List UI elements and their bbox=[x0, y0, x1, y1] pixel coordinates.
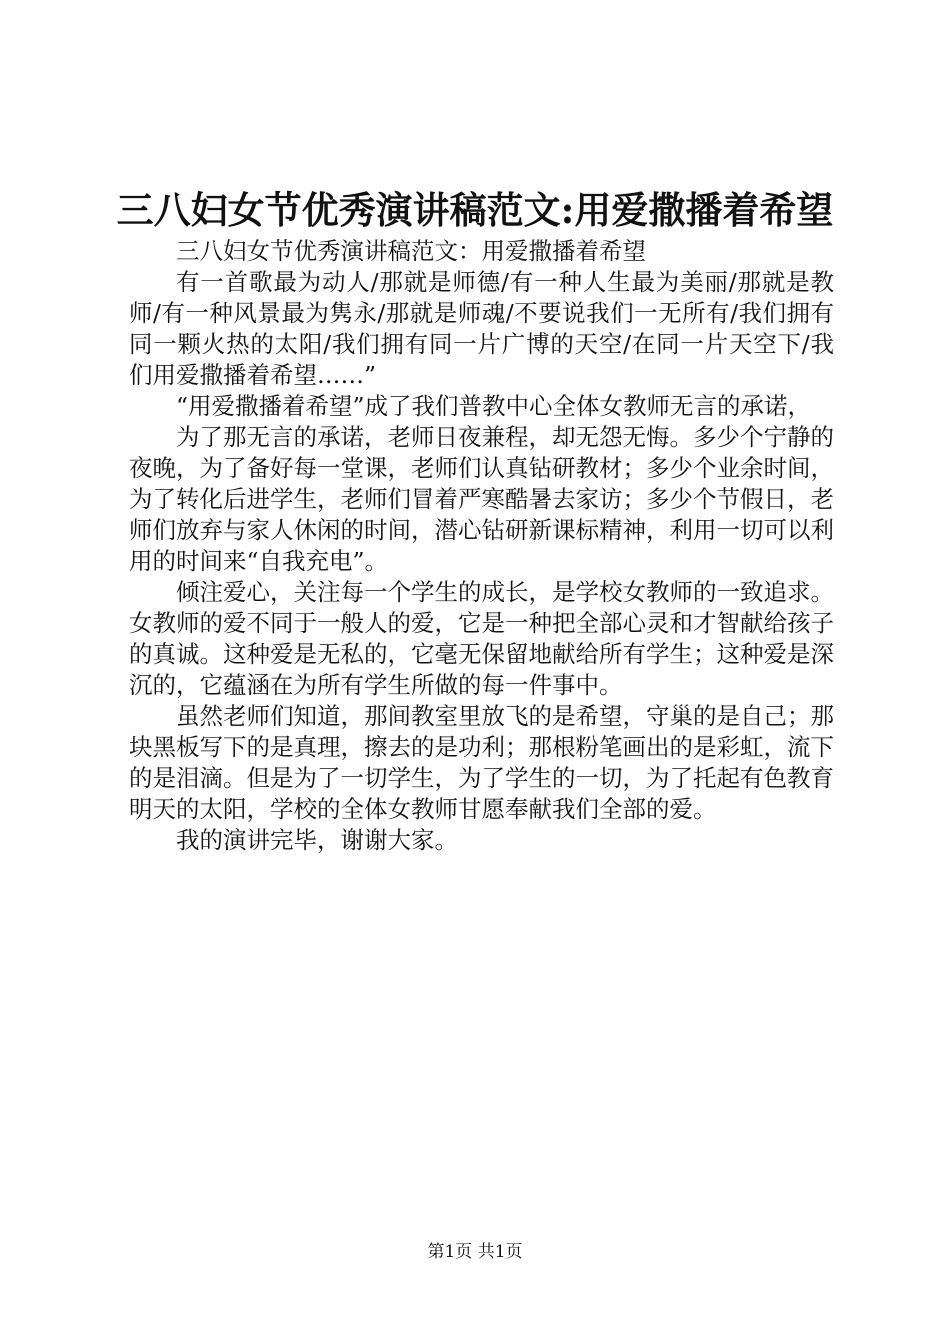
paragraph-promise: “用爱撒播着希望”成了我们普教中心全体女教师无言的承诺， bbox=[176, 392, 812, 420]
document-body bbox=[129, 236, 834, 856]
paragraph-classroom: 虽然老师们知道，那间教室里放飞的是希望，守巢的是自己；那块黑板写下的是真理，擦去的是功利；那根粉笔画出的是彩虹，流下的是泪滴。但是为了一切学生，为了学生的一切，为了托起有色教育明天的太阳，学校的全体女教师甘愿奉献我们全部的爱。 bbox=[129, 702, 834, 823]
paragraph-love: 倾注爱心，关注每一个学生的成长，是学校女教师的一致追求。女教师的爱不同于一般人的爱，它是一种把全部心灵和才智献给孩子的真诚。这种爱是无私的，它毫无保留地献给所有学生；这种爱是深沉的，它蕴涵在为所有学生所做的每一件事中。 bbox=[129, 578, 834, 699]
document-title: 三八妇女节优秀演讲稿范文:用爱撒播着希望 bbox=[116, 188, 834, 232]
paragraph-dedication: 为了那无言的承诺，老师日夜兼程，却无怨无悔。多少个宁静的夜晚，为了备好每一堂课，老师们认真钻研教材；多少个业余时间，为了转化后进学生，老师们冒着严寒酷暑去家访；多少个节假日，老师们放弃与家人休闲的时间，潜心钻研新课标精神，利用一切可以利用的时间来“自我充电”。 bbox=[129, 423, 834, 575]
paragraph-subtitle: 三八妇女节优秀演讲稿范文：用爱撒播着希望 bbox=[176, 237, 646, 265]
paragraph-closing: 我的演讲完毕，谢谢大家。 bbox=[176, 826, 458, 854]
page-number-footer: 第1页 共1页 bbox=[427, 1242, 523, 1262]
paragraph-poem: 有一首歌最为动人/那就是师德/有一种人生最为美丽/那就是教师/有一种风景最为隽永/那就是师魂/不要说我们一无所有/我们拥有同一颗火热的太阳/我们拥有同一片广博的天空/在同一片天空下/我们用爱撒播着希望……” bbox=[129, 268, 834, 389]
